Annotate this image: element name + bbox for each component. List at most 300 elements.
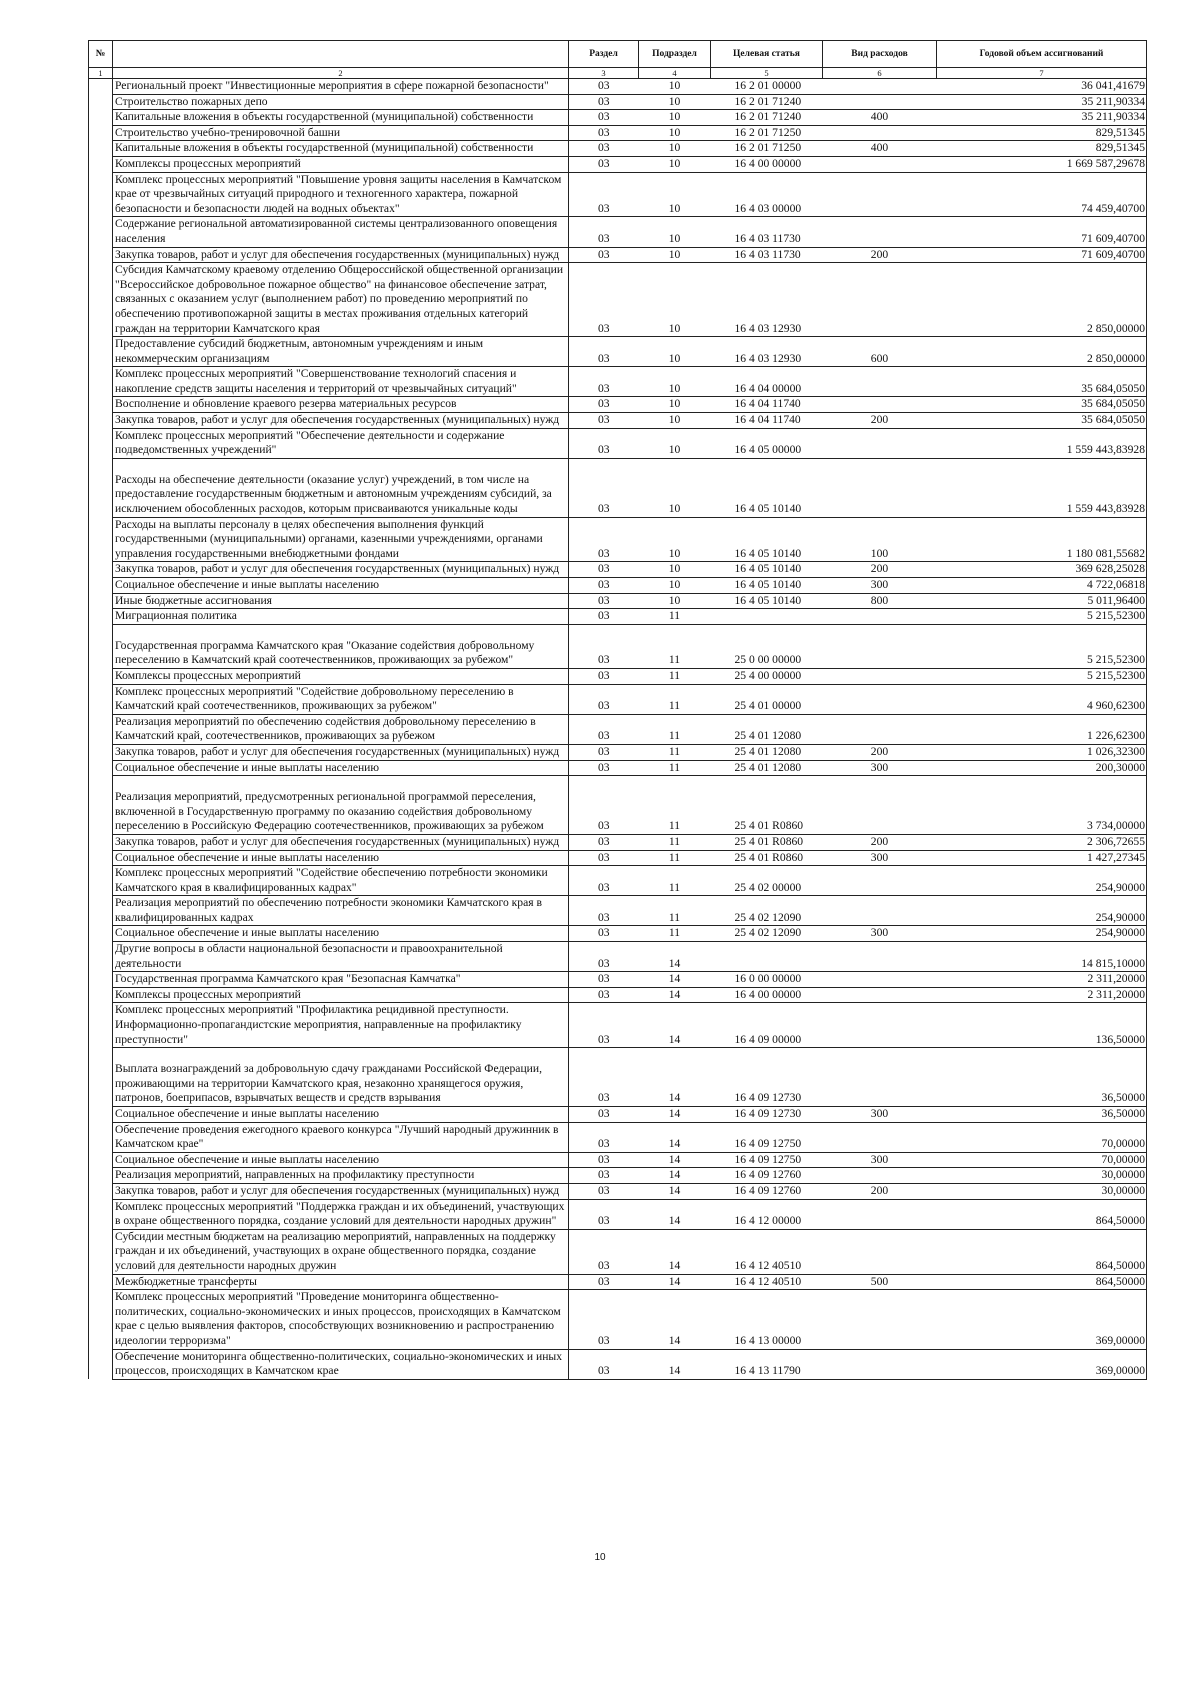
row-expense-type <box>823 609 937 625</box>
row-target: 16 4 05 00000 <box>711 428 823 458</box>
row-target: 25 4 00 00000 <box>711 668 823 684</box>
row-subsection: 14 <box>639 1168 711 1184</box>
table-row <box>89 263 1147 337</box>
row-target: 16 0 00 00000 <box>711 972 823 988</box>
row-expense-type <box>823 684 937 714</box>
row-amount: 74 459,40700 <box>937 172 1147 217</box>
row-subsection: 14 <box>639 1183 711 1199</box>
row-section: 03 <box>569 776 639 835</box>
table-row <box>89 172 1147 217</box>
row-number-cell <box>89 1290 113 1349</box>
row-number-cell <box>89 94 113 110</box>
row-number-cell <box>89 1107 113 1123</box>
row-amount: 2 850,00000 <box>937 337 1147 367</box>
row-amount: 369 628,25028 <box>937 562 1147 578</box>
row-subsection: 14 <box>639 1003 711 1048</box>
colnum: 5 <box>711 68 823 79</box>
table-row <box>89 217 1147 247</box>
row-target: 16 4 12 00000 <box>711 1199 823 1229</box>
row-expense-type: 400 <box>823 141 937 157</box>
table-row <box>89 1199 1147 1229</box>
row-amount: 254,90000 <box>937 896 1147 926</box>
row-section: 03 <box>569 609 639 625</box>
header-target: Целевая статья <box>711 41 823 68</box>
table-row <box>89 834 1147 850</box>
row-amount: 36,50000 <box>937 1048 1147 1107</box>
row-section: 03 <box>569 714 639 744</box>
table-row <box>89 125 1147 141</box>
row-expense-type <box>823 1349 937 1379</box>
row-number-cell <box>89 1003 113 1048</box>
row-subsection: 14 <box>639 1048 711 1107</box>
row-name: Комплексы процессных мероприятий <box>113 987 569 1003</box>
table-row <box>89 1003 1147 1048</box>
row-number-cell <box>89 850 113 866</box>
row-number-cell <box>89 217 113 247</box>
row-number-cell <box>89 776 113 835</box>
row-expense-type: 200 <box>823 413 937 429</box>
table-row <box>89 94 1147 110</box>
row-subsection: 10 <box>639 263 711 337</box>
row-section: 03 <box>569 926 639 942</box>
row-number-cell <box>89 1168 113 1184</box>
row-subsection: 10 <box>639 367 711 397</box>
row-amount: 369,00000 <box>937 1349 1147 1379</box>
row-amount: 2 850,00000 <box>937 263 1147 337</box>
row-amount: 5 215,52300 <box>937 609 1147 625</box>
row-name: Межбюджетные трансферты <box>113 1274 569 1290</box>
row-target: 16 2 01 71240 <box>711 94 823 110</box>
row-name: Строительство учебно-тренировочной башни <box>113 125 569 141</box>
row-target: 16 4 13 11790 <box>711 1349 823 1379</box>
column-number-row <box>89 68 1147 79</box>
row-target: 16 4 04 11740 <box>711 397 823 413</box>
row-subsection: 14 <box>639 1229 711 1274</box>
row-number-cell <box>89 609 113 625</box>
table-row <box>89 1290 1147 1349</box>
row-target: 16 4 00 00000 <box>711 987 823 1003</box>
row-subsection: 11 <box>639 744 711 760</box>
row-number-cell <box>89 624 113 668</box>
row-target: 25 4 01 00000 <box>711 684 823 714</box>
row-amount: 864,50000 <box>937 1229 1147 1274</box>
row-expense-type: 200 <box>823 1183 937 1199</box>
row-section: 03 <box>569 834 639 850</box>
row-subsection: 10 <box>639 125 711 141</box>
row-amount: 864,50000 <box>937 1274 1147 1290</box>
row-section: 03 <box>569 337 639 367</box>
row-target: 16 4 09 12730 <box>711 1048 823 1107</box>
row-section: 03 <box>569 850 639 866</box>
row-number-cell <box>89 866 113 896</box>
row-expense-type <box>823 776 937 835</box>
row-name: Предоставление субсидий бюджетным, автономным учреждениям и иным некоммерческим организациям <box>113 337 569 367</box>
table-row <box>89 684 1147 714</box>
row-amount: 1 669 587,29678 <box>937 156 1147 172</box>
row-expense-type <box>823 1168 937 1184</box>
row-amount: 4 722,06818 <box>937 578 1147 594</box>
table-row <box>89 337 1147 367</box>
row-amount: 1 427,27345 <box>937 850 1147 866</box>
row-name: Комплексы процессных мероприятий <box>113 156 569 172</box>
row-target: 16 4 04 11740 <box>711 413 823 429</box>
table-row <box>89 562 1147 578</box>
row-expense-type: 400 <box>823 110 937 126</box>
row-subsection: 11 <box>639 776 711 835</box>
row-number-cell <box>89 79 113 95</box>
row-name: Социальное обеспечение и иные выплаты населению <box>113 760 569 776</box>
row-number-cell <box>89 1048 113 1107</box>
row-target: 16 4 12 40510 <box>711 1274 823 1290</box>
table-row <box>89 593 1147 609</box>
row-section: 03 <box>569 413 639 429</box>
row-amount: 1 180 081,55682 <box>937 517 1147 562</box>
row-expense-type <box>823 79 937 95</box>
row-number-cell <box>89 972 113 988</box>
row-name: Закупка товаров, работ и услуг для обеспечения государственных (муниципальных) нужд <box>113 744 569 760</box>
row-number-cell <box>89 744 113 760</box>
row-section: 03 <box>569 562 639 578</box>
row-name: Социальное обеспечение и иные выплаты населению <box>113 578 569 594</box>
row-section: 03 <box>569 896 639 926</box>
row-number-cell <box>89 1349 113 1379</box>
row-number-cell <box>89 834 113 850</box>
row-number-cell <box>89 1122 113 1152</box>
row-target: 16 2 01 71240 <box>711 110 823 126</box>
table-row <box>89 156 1147 172</box>
row-target: 16 4 09 00000 <box>711 1003 823 1048</box>
row-expense-type <box>823 458 937 517</box>
row-number-cell <box>89 684 113 714</box>
row-subsection: 10 <box>639 337 711 367</box>
row-number-cell <box>89 1274 113 1290</box>
row-expense-type <box>823 1003 937 1048</box>
row-name: Закупка товаров, работ и услуг для обеспечения государственных (муниципальных) нужд <box>113 834 569 850</box>
row-section: 03 <box>569 1122 639 1152</box>
table-row <box>89 896 1147 926</box>
row-expense-type: 300 <box>823 926 937 942</box>
row-name: Закупка товаров, работ и услуг для обеспечения государственных (муниципальных) нужд <box>113 562 569 578</box>
row-subsection: 10 <box>639 413 711 429</box>
table-row <box>89 866 1147 896</box>
row-name: Миграционная политика <box>113 609 569 625</box>
table-row <box>89 987 1147 1003</box>
row-section: 03 <box>569 1290 639 1349</box>
row-subsection: 14 <box>639 1107 711 1123</box>
row-section: 03 <box>569 1152 639 1168</box>
row-expense-type <box>823 1048 937 1107</box>
row-number-cell <box>89 1199 113 1229</box>
row-number-cell <box>89 110 113 126</box>
row-subsection: 14 <box>639 987 711 1003</box>
row-expense-type <box>823 367 937 397</box>
table-row <box>89 79 1147 95</box>
row-section: 03 <box>569 684 639 714</box>
row-subsection: 14 <box>639 1122 711 1152</box>
row-amount: 35 684,05050 <box>937 367 1147 397</box>
row-name: Субсидии местным бюджетам на реализацию мероприятий, направленных на поддержку граждан и их объединений, участвующих в охране общественного порядка, создание условий для деятельности народных дружин <box>113 1229 569 1274</box>
row-expense-type <box>823 942 937 972</box>
table-body <box>89 79 1147 1380</box>
row-amount: 35 211,90334 <box>937 110 1147 126</box>
row-expense-type: 300 <box>823 578 937 594</box>
row-section: 03 <box>569 79 639 95</box>
row-subsection: 10 <box>639 110 711 126</box>
row-amount: 829,51345 <box>937 125 1147 141</box>
row-number-cell <box>89 156 113 172</box>
table-row <box>89 1229 1147 1274</box>
row-expense-type: 300 <box>823 760 937 776</box>
row-number-cell <box>89 141 113 157</box>
table-row <box>89 926 1147 942</box>
row-target: 16 4 09 12760 <box>711 1183 823 1199</box>
row-subsection: 14 <box>639 972 711 988</box>
colnum: 7 <box>937 68 1147 79</box>
table-row <box>89 578 1147 594</box>
row-name: Закупка товаров, работ и услуг для обеспечения государственных (муниципальных) нужд <box>113 1183 569 1199</box>
row-amount: 1 226,62300 <box>937 714 1147 744</box>
row-name: Комплекс процессных мероприятий "Поддержка граждан и их объединений, участвующих в охране общественного порядка, создание условий для деятельности народных дружин" <box>113 1199 569 1229</box>
header-no: № <box>89 41 113 68</box>
row-section: 03 <box>569 987 639 1003</box>
row-amount: 35 684,05050 <box>937 413 1147 429</box>
row-target: 25 4 02 00000 <box>711 866 823 896</box>
row-section: 03 <box>569 760 639 776</box>
row-name: Реализация мероприятий по обеспечению содействия добровольному переселению в Камчатский край, соотечественников, проживающих за рубежом <box>113 714 569 744</box>
row-number-cell <box>89 578 113 594</box>
header-annual: Годовой объем ассигнований <box>937 41 1147 68</box>
row-expense-type <box>823 397 937 413</box>
row-target: 16 4 09 12730 <box>711 1107 823 1123</box>
row-name: Государственная программа Камчатского края "Безопасная Камчатка" <box>113 972 569 988</box>
row-subsection: 11 <box>639 850 711 866</box>
row-section: 03 <box>569 247 639 263</box>
row-section: 03 <box>569 744 639 760</box>
row-amount: 35 211,90334 <box>937 94 1147 110</box>
row-subsection: 11 <box>639 624 711 668</box>
table-row <box>89 714 1147 744</box>
budget-table <box>88 40 1147 1380</box>
row-target: 16 4 03 12930 <box>711 263 823 337</box>
row-target: 16 4 05 10140 <box>711 458 823 517</box>
row-section: 03 <box>569 367 639 397</box>
row-subsection: 10 <box>639 94 711 110</box>
row-expense-type <box>823 263 937 337</box>
row-expense-type <box>823 866 937 896</box>
row-amount: 35 684,05050 <box>937 397 1147 413</box>
row-expense-type: 300 <box>823 850 937 866</box>
row-expense-type: 300 <box>823 1152 937 1168</box>
row-section: 03 <box>569 668 639 684</box>
row-number-cell <box>89 760 113 776</box>
row-expense-type <box>823 1229 937 1274</box>
row-target: 16 4 03 12930 <box>711 337 823 367</box>
row-expense-type: 200 <box>823 744 937 760</box>
row-section: 03 <box>569 517 639 562</box>
row-number-cell <box>89 125 113 141</box>
row-subsection: 11 <box>639 684 711 714</box>
row-subsection: 10 <box>639 593 711 609</box>
header-section: Раздел <box>569 41 639 68</box>
row-subsection: 10 <box>639 562 711 578</box>
row-expense-type <box>823 972 937 988</box>
colnum: 6 <box>823 68 937 79</box>
row-expense-type <box>823 1122 937 1152</box>
row-amount: 829,51345 <box>937 141 1147 157</box>
table-row <box>89 458 1147 517</box>
row-subsection: 10 <box>639 141 711 157</box>
colnum: 3 <box>569 68 639 79</box>
row-subsection: 10 <box>639 217 711 247</box>
row-name: Закупка товаров, работ и услуг для обеспечения государственных (муниципальных) нужд <box>113 247 569 263</box>
header-expense-type: Вид расходов <box>823 41 937 68</box>
table-row <box>89 110 1147 126</box>
row-name: Обеспечение проведения ежегодного краевого конкурса "Лучший народный дружинник в Камчатском крае" <box>113 1122 569 1152</box>
row-target: 16 4 05 10140 <box>711 578 823 594</box>
colnum: 2 <box>113 68 569 79</box>
table-row <box>89 1152 1147 1168</box>
row-name: Комплекс процессных мероприятий "Обеспечение деятельности и содержание подведомственных учреждений" <box>113 428 569 458</box>
page-number: 10 <box>594 1552 606 1563</box>
row-section: 03 <box>569 217 639 247</box>
row-number-cell <box>89 263 113 337</box>
row-subsection: 11 <box>639 926 711 942</box>
row-section: 03 <box>569 942 639 972</box>
table-row <box>89 1168 1147 1184</box>
row-section: 03 <box>569 624 639 668</box>
row-name: Социальное обеспечение и иные выплаты населению <box>113 850 569 866</box>
row-name: Капитальные вложения в объекты государственной (муниципальной) собственности <box>113 110 569 126</box>
table-row <box>89 1048 1147 1107</box>
row-target: 16 2 01 71250 <box>711 125 823 141</box>
row-section: 03 <box>569 1048 639 1107</box>
table-row <box>89 413 1147 429</box>
row-name: Субсидия Камчатскому краевому отделению Общероссийской общественной организации "Всероссийское добровольное пожарное общество" на финансовое обеспечение затрат, связанных с оказанием услуг (выполнением работ) по проведению мероприятий по обеспечению противопожарной защиты в местах проживания отдельных категорий граждан на территории Камчатского края <box>113 263 569 337</box>
table-row <box>89 397 1147 413</box>
row-subsection: 11 <box>639 609 711 625</box>
row-amount: 2 311,20000 <box>937 972 1147 988</box>
row-expense-type <box>823 428 937 458</box>
row-section: 03 <box>569 94 639 110</box>
row-number-cell <box>89 517 113 562</box>
row-amount: 136,50000 <box>937 1003 1147 1048</box>
row-name: Региональный проект "Инвестиционные мероприятия в сфере пожарной безопасности" <box>113 79 569 95</box>
row-amount: 36,50000 <box>937 1107 1147 1123</box>
row-number-cell <box>89 247 113 263</box>
row-target: 16 2 01 71250 <box>711 141 823 157</box>
table-row <box>89 760 1147 776</box>
row-target <box>711 609 823 625</box>
row-subsection: 14 <box>639 942 711 972</box>
row-expense-type: 200 <box>823 562 937 578</box>
table-row <box>89 1274 1147 1290</box>
row-name: Реализация мероприятий, направленных на профилактику преступности <box>113 1168 569 1184</box>
row-amount: 254,90000 <box>937 866 1147 896</box>
row-number-cell <box>89 1229 113 1274</box>
row-amount: 71 609,40700 <box>937 217 1147 247</box>
row-target: 16 4 09 12760 <box>711 1168 823 1184</box>
row-name: Комплекс процессных мероприятий "Содействие обеспечению потребности экономики Камчатского края в квалифицированных кадрах" <box>113 866 569 896</box>
row-number-cell <box>89 714 113 744</box>
row-subsection: 10 <box>639 247 711 263</box>
row-target: 16 4 09 12750 <box>711 1152 823 1168</box>
row-target: 16 4 04 00000 <box>711 367 823 397</box>
table-row <box>89 609 1147 625</box>
row-section: 03 <box>569 1274 639 1290</box>
row-name: Восполнение и обновление краевого резерва материальных ресурсов <box>113 397 569 413</box>
row-section: 03 <box>569 156 639 172</box>
row-target: 16 4 00 00000 <box>711 156 823 172</box>
table-row <box>89 1183 1147 1199</box>
row-number-cell <box>89 413 113 429</box>
row-section: 03 <box>569 110 639 126</box>
row-amount: 1 559 443,83928 <box>937 458 1147 517</box>
row-expense-type <box>823 624 937 668</box>
row-expense-type: 200 <box>823 834 937 850</box>
table-row <box>89 517 1147 562</box>
row-expense-type: 600 <box>823 337 937 367</box>
row-section: 03 <box>569 458 639 517</box>
row-name: Социальное обеспечение и иные выплаты населению <box>113 1152 569 1168</box>
row-target: 25 4 01 R0860 <box>711 850 823 866</box>
table-row <box>89 668 1147 684</box>
row-name: Закупка товаров, работ и услуг для обеспечения государственных (муниципальных) нужд <box>113 413 569 429</box>
table-row <box>89 367 1147 397</box>
budget-page <box>88 40 1146 1380</box>
table-row <box>89 744 1147 760</box>
row-name: Комплекс процессных мероприятий "Профилактика рецидивной преступности. Информационно-пропагандистские мероприятия, направленные на профилактику преступности" <box>113 1003 569 1048</box>
row-amount: 36 041,41679 <box>937 79 1147 95</box>
row-amount: 4 960,62300 <box>937 684 1147 714</box>
row-number-cell <box>89 926 113 942</box>
row-expense-type <box>823 987 937 1003</box>
row-subsection: 14 <box>639 1290 711 1349</box>
row-name: Капитальные вложения в объекты государственной (муниципальной) собственности <box>113 141 569 157</box>
row-number-cell <box>89 367 113 397</box>
row-amount: 71 609,40700 <box>937 247 1147 263</box>
row-target: 16 4 03 00000 <box>711 172 823 217</box>
row-subsection: 10 <box>639 517 711 562</box>
row-section: 03 <box>569 1349 639 1379</box>
row-name: Расходы на обеспечение деятельности (оказание услуг) учреждений, в том числе на предоставление государственным бюджетным и автономным учреждениям субсидий, за исключением обособленных расходов, которым присваиваются уникальные коды <box>113 458 569 517</box>
row-expense-type: 100 <box>823 517 937 562</box>
row-number-cell <box>89 562 113 578</box>
row-section: 03 <box>569 1229 639 1274</box>
row-subsection: 10 <box>639 79 711 95</box>
row-name: Государственная программа Камчатского края "Оказание содействия добровольному переселению в Камчатский край соотечественников, проживающих за рубежом" <box>113 624 569 668</box>
header-subsection: Подраздел <box>639 41 711 68</box>
header-name <box>113 41 569 68</box>
table-row <box>89 776 1147 835</box>
row-expense-type: 500 <box>823 1274 937 1290</box>
row-number-cell <box>89 397 113 413</box>
row-target: 25 4 01 12080 <box>711 760 823 776</box>
row-number-cell <box>89 942 113 972</box>
row-target: 25 4 02 12090 <box>711 896 823 926</box>
table-row <box>89 850 1147 866</box>
row-amount: 70,00000 <box>937 1122 1147 1152</box>
row-amount: 5 215,52300 <box>937 668 1147 684</box>
row-expense-type <box>823 94 937 110</box>
row-amount: 30,00000 <box>937 1183 1147 1199</box>
row-expense-type <box>823 125 937 141</box>
row-expense-type <box>823 1199 937 1229</box>
row-target: 16 2 01 00000 <box>711 79 823 95</box>
colnum: 4 <box>639 68 711 79</box>
row-section: 03 <box>569 1183 639 1199</box>
row-target: 16 4 05 10140 <box>711 593 823 609</box>
row-number-cell <box>89 337 113 367</box>
